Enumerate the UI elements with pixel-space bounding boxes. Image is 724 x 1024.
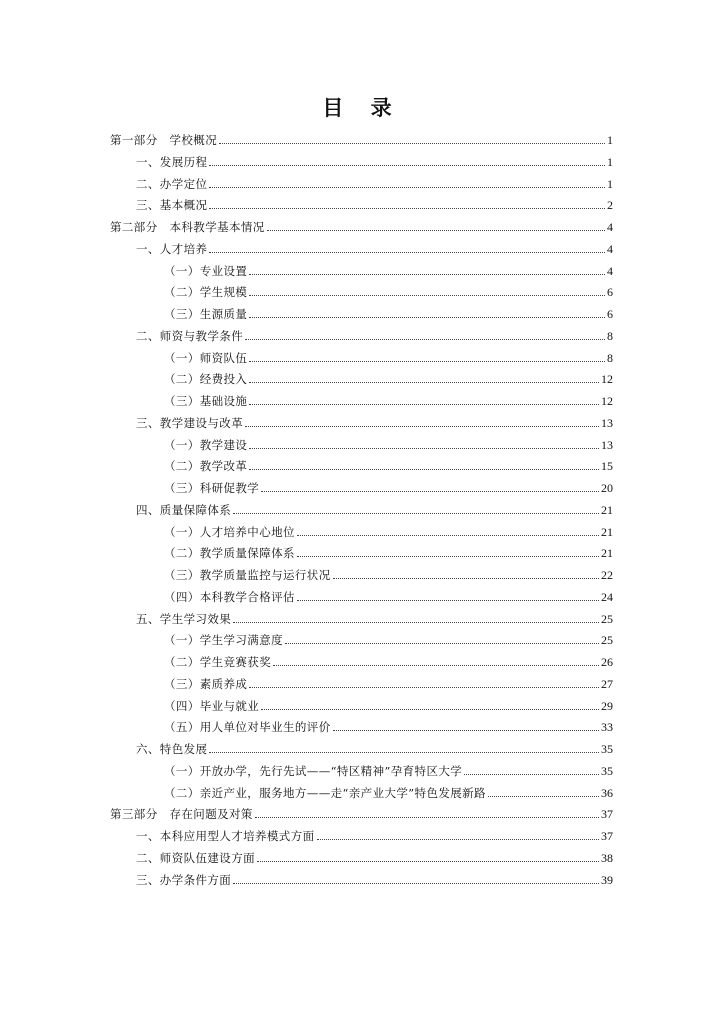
toc-entry[interactable] xyxy=(110,217,613,239)
toc-entry[interactable] xyxy=(110,413,613,435)
toc-entry[interactable] xyxy=(110,565,613,587)
dot-leader xyxy=(297,535,599,536)
toc-entry-page-number: 35 xyxy=(601,763,613,778)
toc-entry[interactable] xyxy=(110,522,613,544)
toc-entry[interactable] xyxy=(110,870,613,892)
toc-entry[interactable] xyxy=(110,195,613,217)
dot-leader xyxy=(261,709,599,710)
toc-entry-page-number: 26 xyxy=(601,655,613,669)
toc-entry-label: 四、质量保障体系 xyxy=(136,502,232,517)
toc-entry[interactable] xyxy=(110,783,613,805)
dot-leader xyxy=(209,252,605,253)
dot-leader xyxy=(333,730,599,731)
dot-leader xyxy=(317,839,600,840)
toc-entry-label: （三）基础设施 xyxy=(164,394,248,408)
toc-entry-page-number: 13 xyxy=(601,415,613,430)
dot-leader xyxy=(209,208,605,209)
toc-entry-page-number: 20 xyxy=(601,481,613,495)
toc-entry-page-number: 13 xyxy=(601,437,613,452)
dot-leader xyxy=(209,187,605,188)
toc-entry-page-number: 37 xyxy=(601,807,613,822)
dot-leader xyxy=(233,513,599,514)
dot-leader xyxy=(249,295,605,296)
toc-entry[interactable] xyxy=(110,304,613,326)
toc-entry-page-number: 4 xyxy=(607,241,613,256)
toc-entry[interactable] xyxy=(110,239,613,261)
toc-entry[interactable] xyxy=(110,674,613,696)
dot-leader xyxy=(209,752,599,753)
toc-entry-label: （二）学生竞赛获奖 xyxy=(164,655,272,669)
toc-entry-label: 一、人才培养 xyxy=(136,241,208,256)
toc-entry-page-number: 12 xyxy=(601,372,613,387)
dot-leader xyxy=(267,230,605,231)
toc-entry-label: （四）毕业与就业 xyxy=(164,698,260,713)
toc-entry[interactable] xyxy=(110,500,613,522)
toc-entry-page-number: 12 xyxy=(601,394,613,408)
toc-entry-page-number: 1 xyxy=(607,176,613,191)
dot-leader xyxy=(233,883,599,884)
toc-entry-label: （三）生源质量 xyxy=(164,307,248,321)
toc-entry[interactable] xyxy=(110,456,613,478)
toc-entry-page-number: 36 xyxy=(601,785,613,800)
toc-entry-page-number: 38 xyxy=(601,850,613,865)
dot-leader xyxy=(488,796,599,797)
toc-entry[interactable] xyxy=(110,652,613,674)
toc-entry-page-number: 25 xyxy=(601,611,613,626)
dot-leader xyxy=(249,404,599,405)
toc-entry-page-number: 21 xyxy=(601,546,613,561)
dot-leader xyxy=(249,687,599,688)
toc-entry-label: （一）专业设置 xyxy=(164,263,248,278)
toc-entry-page-number: 21 xyxy=(601,502,613,517)
toc-entry-page-number: 25 xyxy=(601,633,613,648)
dot-leader xyxy=(245,339,605,340)
toc-entry[interactable] xyxy=(110,696,613,718)
toc-entry-page-number: 22 xyxy=(601,568,613,582)
toc-entry[interactable] xyxy=(110,282,613,304)
toc-entry[interactable] xyxy=(110,348,613,370)
toc-entry-page-number: 24 xyxy=(601,589,613,604)
toc-entry-label: 二、师资队伍建设方面 xyxy=(136,850,255,865)
dot-leader xyxy=(297,600,599,601)
toc-entry[interactable] xyxy=(110,609,613,631)
dot-leader xyxy=(245,426,599,427)
dot-leader xyxy=(273,665,599,666)
dot-leader xyxy=(233,622,599,623)
toc-entry-page-number: 2 xyxy=(607,198,613,213)
toc-entry-label: （一）教学建设 xyxy=(164,437,248,452)
dot-leader xyxy=(249,469,599,470)
dot-leader xyxy=(249,448,599,449)
toc-entry-label: 三、基本概况 xyxy=(136,198,208,213)
toc-entry-page-number: 27 xyxy=(601,676,613,691)
dot-leader xyxy=(297,556,599,557)
toc-entry[interactable] xyxy=(110,543,613,565)
toc-entry-label: （二）教学质量保障体系 xyxy=(164,546,295,561)
toc-entry-label: 三、教学建设与改革 xyxy=(136,415,244,430)
toc-entry-label: 六、特色发展 xyxy=(136,742,208,756)
toc-entry-label: （二）经费投入 xyxy=(164,372,248,387)
toc-entry-label: 五、学生学习效果 xyxy=(136,611,232,626)
toc-entry[interactable] xyxy=(110,761,613,783)
toc-entry-label: （三）科研促教学 xyxy=(164,481,260,495)
toc-entry[interactable] xyxy=(110,804,613,826)
toc-entry[interactable] xyxy=(110,391,613,413)
toc-entry-page-number: 35 xyxy=(601,742,613,756)
dot-leader xyxy=(209,165,605,166)
toc-entry-label: 三、办学条件方面 xyxy=(136,872,232,887)
dot-leader xyxy=(249,382,599,383)
toc-entry-page-number: 39 xyxy=(601,872,613,887)
toc-entry[interactable] xyxy=(110,848,613,870)
toc-entry-label: （一）人才培养中心地位 xyxy=(164,524,295,539)
toc-entry-label: 第二部分 本科教学基本情况 xyxy=(110,220,265,234)
toc-entry-label: （三）教学质量监控与运行状况 xyxy=(164,568,331,582)
toc-entry-page-number: 29 xyxy=(601,698,613,713)
toc-entry-label: （一）学生学习满意度 xyxy=(164,633,283,648)
toc-entry-label: （二）教学改革 xyxy=(164,459,248,474)
dot-leader xyxy=(249,317,605,318)
dot-leader xyxy=(285,643,599,644)
toc-entry-label: （五）用人单位对毕业生的评价 xyxy=(164,720,331,735)
toc-entry-label: 第三部分 存在问题及对策 xyxy=(110,807,253,822)
dot-leader xyxy=(255,817,599,818)
toc-entry-page-number: 6 xyxy=(607,307,613,321)
toc-entry-label: 二、师资与教学条件 xyxy=(136,328,244,343)
table-of-contents xyxy=(110,130,613,891)
toc-entry-page-number: 33 xyxy=(601,720,613,735)
page-title: 目 录 xyxy=(322,96,402,120)
dot-leader xyxy=(249,361,605,362)
dot-leader xyxy=(249,274,605,275)
toc-entry[interactable] xyxy=(110,174,613,196)
toc-entry-label: （二）亲近产业，服务地方——走“亲产业大学”特色发展新路 xyxy=(164,785,486,800)
toc-entry[interactable] xyxy=(110,326,613,348)
toc-entry[interactable] xyxy=(110,261,613,283)
toc-entry[interactable] xyxy=(110,630,613,652)
toc-entry-page-number: 4 xyxy=(607,220,613,234)
toc-entry-label: （三）素质养成 xyxy=(164,676,248,691)
toc-entry[interactable] xyxy=(110,826,613,848)
dot-leader xyxy=(219,143,605,144)
toc-entry-page-number: 37 xyxy=(601,829,613,843)
dot-leader xyxy=(257,861,599,862)
toc-entry-page-number: 4 xyxy=(607,263,613,278)
toc-entry-page-number: 15 xyxy=(601,459,613,474)
toc-entry-label: （四）本科教学合格评估 xyxy=(164,589,295,604)
toc-entry[interactable] xyxy=(110,739,613,761)
toc-entry-page-number: 8 xyxy=(607,350,613,365)
toc-entry-page-number: 6 xyxy=(607,285,613,300)
dot-leader xyxy=(464,774,599,775)
toc-entry-page-number: 1 xyxy=(607,133,613,147)
dot-leader xyxy=(261,491,599,492)
dot-leader xyxy=(333,578,599,579)
toc-entry-page-number: 21 xyxy=(601,524,613,539)
toc-entry-label: 第一部分 学校概况 xyxy=(110,133,218,147)
toc-entry-label: （一）开放办学，先行先试——“特区精神”孕育特区大学 xyxy=(164,763,463,778)
toc-entry-label: 一、发展历程 xyxy=(136,154,208,169)
toc-entry-label: 一、本科应用型人才培养模式方面 xyxy=(136,829,315,843)
toc-entry[interactable] xyxy=(110,435,613,457)
toc-entry[interactable] xyxy=(110,587,613,609)
toc-entry-label: （一）师资队伍 xyxy=(164,350,248,365)
toc-entry-page-number: 1 xyxy=(607,154,613,169)
toc-entry[interactable] xyxy=(110,717,613,739)
toc-entry-page-number: 8 xyxy=(607,328,613,343)
toc-entry[interactable] xyxy=(110,152,613,174)
toc-entry-label: 二、办学定位 xyxy=(136,176,208,191)
toc-entry[interactable] xyxy=(110,478,613,500)
toc-entry[interactable] xyxy=(110,369,613,391)
toc-entry[interactable] xyxy=(110,130,613,152)
toc-entry-label: （二）学生规模 xyxy=(164,285,248,300)
